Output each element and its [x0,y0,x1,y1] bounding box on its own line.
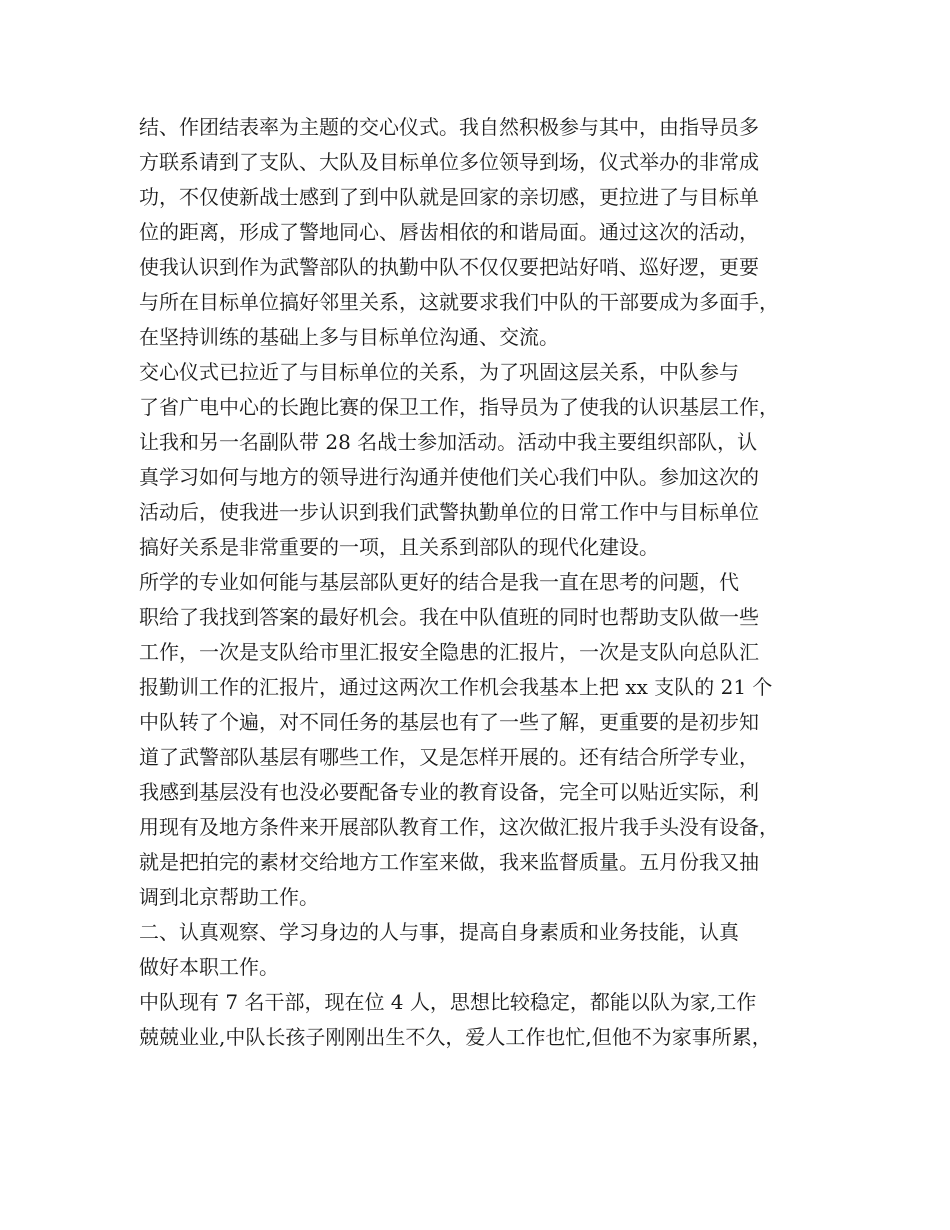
text-line: 中队现有 7 名干部，现在位 4 人，思想比较稳定，都能以队为家,工作 [139,990,757,1014]
text-line: 调到北京帮助工作。 [139,885,319,909]
text-line: 让我和另一名副队带 28 名战士参加活动。活动中我主要组织部队，认 [139,430,758,454]
text-line: 结、作团结表率为主题的交心仪式。我自然积极参与其中，由指导员多 [139,115,759,139]
text-line: 二、认真观察、学习身边的人与事，提高自身素质和业务技能，认真 [139,920,739,944]
text-line: 就是把拍完的素材交给地方工作室来做，我来监督质量。五月份我又抽 [139,850,759,874]
text-line: 活动后，使我进一步认识到我们武警执勤单位的日常工作中与目标单位 [139,500,759,524]
document-body [139,110,829,1055]
text-line: 真学习如何与地方的领导进行沟通并使他们关心我们中队。参加这次的 [139,465,759,489]
text-line: 位的距离，形成了警地同心、唇齿相依的和谐局面。通过这次的活动， [139,220,759,244]
text-line: 搞好关系是非常重要的一项，且关系到部队的现代化建设。 [139,535,659,559]
text-line: 报勤训工作的汇报片，通过这两次工作机会我基本上把 xx 支队的 21 个 [139,675,773,699]
text-line: 在坚持训练的基础上多与目标单位沟通、交流。 [139,325,559,349]
text-line: 交心仪式已拉近了与目标单位的关系，为了巩固这层关系，中队参与 [139,360,739,384]
text-line: 道了武警部队基层有哪些工作，又是怎样开展的。还有结合所学专业， [139,745,759,769]
text-line: 用现有及地方条件来开展部队教育工作，这次做汇报片我手头没有设备， [139,815,779,839]
text-line: 所学的专业如何能与基层部队更好的结合是我一直在思考的问题，代 [139,570,739,594]
text-line: 职给了我找到答案的最好机会。我在中队值班的同时也帮助支队做一些 [139,605,759,629]
text-line: 功，不仅使新战士感到了到中队就是回家的亲切感，更拉进了与目标单 [139,185,759,209]
text-line: 与所在目标单位搞好邻里关系，这就要求我们中队的干部要成为多面手， [139,290,779,314]
text-line: 使我认识到作为武警部队的执勤中队不仅仅要把站好哨、巡好逻，更要 [139,255,759,279]
text-line: 了省广电中心的长跑比赛的保卫工作，指导员为了使我的认识基层工作， [139,395,779,419]
text-line: 工作，一次是支队给市里汇报安全隐患的汇报片，一次是支队向总队汇 [139,640,759,664]
text-line: 方联系请到了支队、大队及目标单位多位领导到场，仪式举办的非常成 [139,150,759,174]
text-line: 兢兢业业,中队长孩子刚刚出生不久，爱人工作也忙,但他不为家事所累， [139,1025,772,1049]
text-line: 我感到基层没有也没必要配备专业的教育设备，完全可以贴近实际，利 [139,780,759,804]
text-line: 中队转了个遍，对不同任务的基层也有了一些了解，更重要的是初步知 [139,710,759,734]
text-line: 做好本职工作。 [139,955,279,979]
